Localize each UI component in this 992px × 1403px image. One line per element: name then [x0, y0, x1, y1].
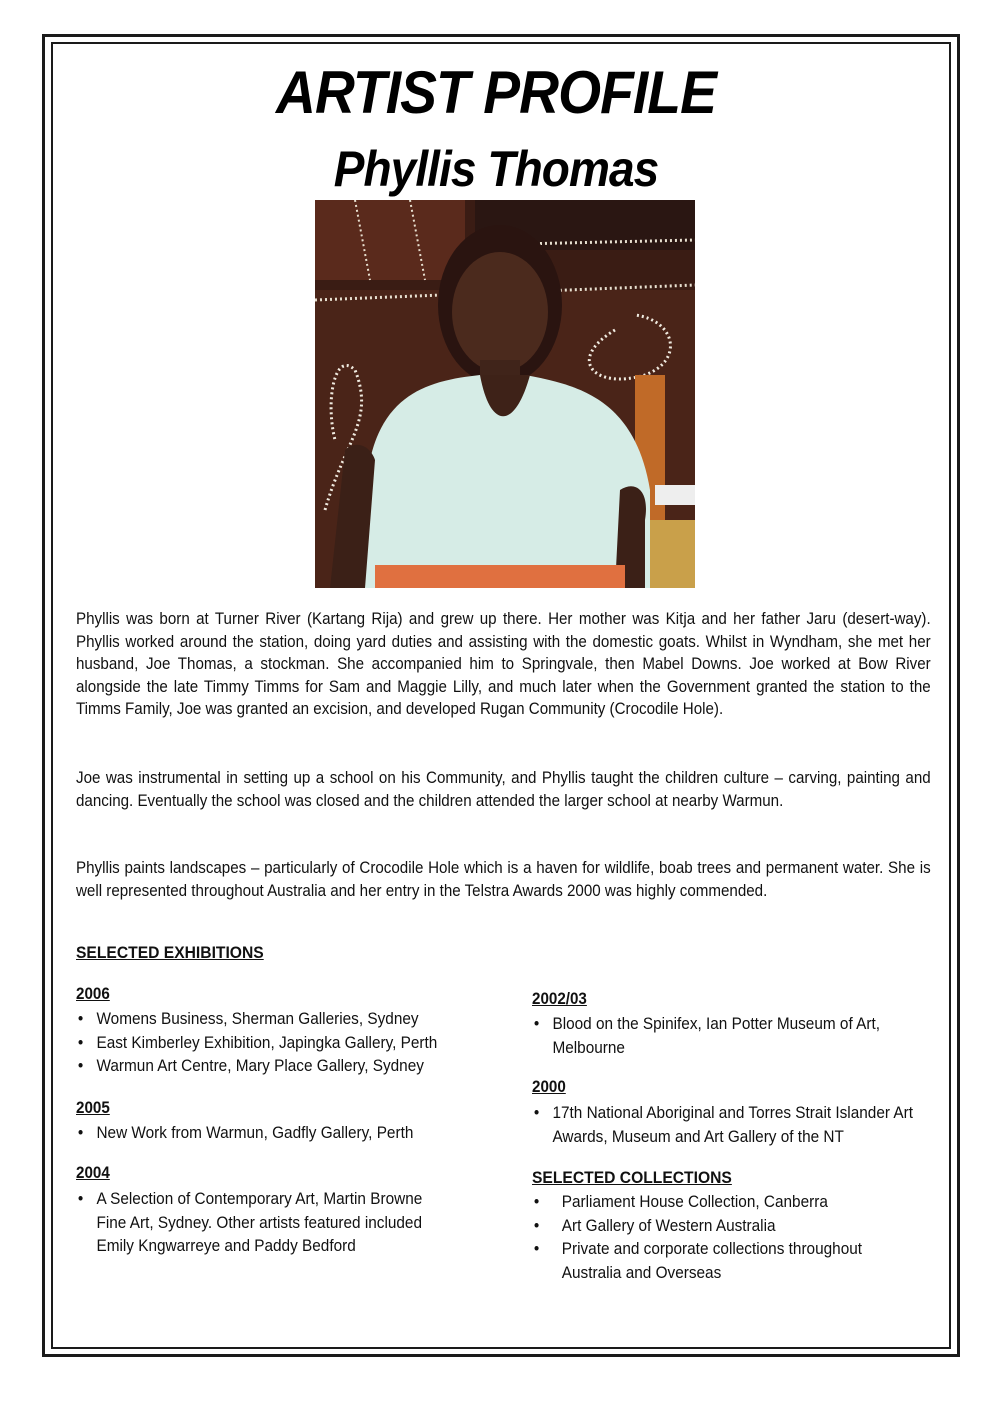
list-item: • New Work from Warmun, Gadfly Gallery, Perth: [76, 1122, 413, 1146]
artist-name: Phyllis Thomas: [333, 141, 659, 197]
year-heading: 2006: [76, 985, 110, 1003]
exhibition-list: [76, 1122, 413, 1146]
bio-paragraph: Phyllis was born at Turner River (Kartang Rija) and grew up there. Her mother was Kitja and her father Jaru (desert-way). Phyllis worked around the station, doing yard duties and assisting with the domestic goats. Whilst in Wyndham, she met her husband, Joe Thomas, a stockman. She accompanied him to Springvale, then Mabel Downs. Joe worked at Bow River alongside the late Timmy Timms for Sam and Maggie Lilly, and much later when the Government granted the station to the Timms Family, Joe was granted an excision, and developed Rugan Community (Crocodile Hole).: [76, 610, 931, 718]
exhibition-list: [76, 1188, 448, 1259]
list-item: • Private and corporate collections throughout Australia and Overseas: [532, 1238, 904, 1285]
selected-exhibitions-heading: SELECTED EXHIBITIONS: [76, 943, 264, 962]
list-item: • A Selection of Contemporary Art, Martin Browne Fine Art, Sydney. Other artists featured included Emily Kngwarreye and Paddy Bedford: [76, 1188, 448, 1259]
exhibition-list: [76, 1008, 437, 1079]
bio-paragraph: Joe was instrumental in setting up a school on his Community, and Phyllis taught the children culture – carving, painting and dancing. Eventually the school was closed and the children attended the larger school at nearby Warmun.: [76, 769, 931, 810]
exhibition-list: [532, 1102, 923, 1149]
list-item: • Art Gallery of Western Australia: [532, 1215, 904, 1239]
list-item: • Blood on the Spinifex, Ian Potter Museum of Art, Melbourne: [532, 1013, 909, 1060]
year-heading: 2005: [76, 1099, 110, 1117]
artist-portrait-photo: [315, 200, 695, 588]
list-item: • 17th National Aboriginal and Torres Strait Islander Art Awards, Museum and Art Gallery of the NT: [532, 1102, 923, 1149]
year-heading: 2000: [532, 1078, 566, 1096]
bio-paragraph: Phyllis paints landscapes – particularly of Crocodile Hole which is a haven for wildlife, boab trees and permanent water. She is well represented throughout Australia and her entry in the Telstra Awards 2000 was highly commended.: [76, 859, 931, 900]
exhibition-list: [532, 1013, 909, 1060]
selected-collections-heading: SELECTED COLLECTIONS: [532, 1168, 732, 1187]
list-item: • Warmun Art Centre, Mary Place Gallery, Sydney: [76, 1055, 437, 1079]
list-item: • East Kimberley Exhibition, Japingka Gallery, Perth: [76, 1032, 437, 1056]
list-item: • Womens Business, Sherman Galleries, Sydney: [76, 1008, 437, 1032]
year-heading: 2004: [76, 1164, 110, 1182]
list-item: • Parliament House Collection, Canberra: [532, 1191, 904, 1215]
page-title: ARTIST PROFILE: [276, 59, 716, 126]
collections-list: [532, 1191, 904, 1285]
year-heading: 2002/03: [532, 990, 587, 1008]
